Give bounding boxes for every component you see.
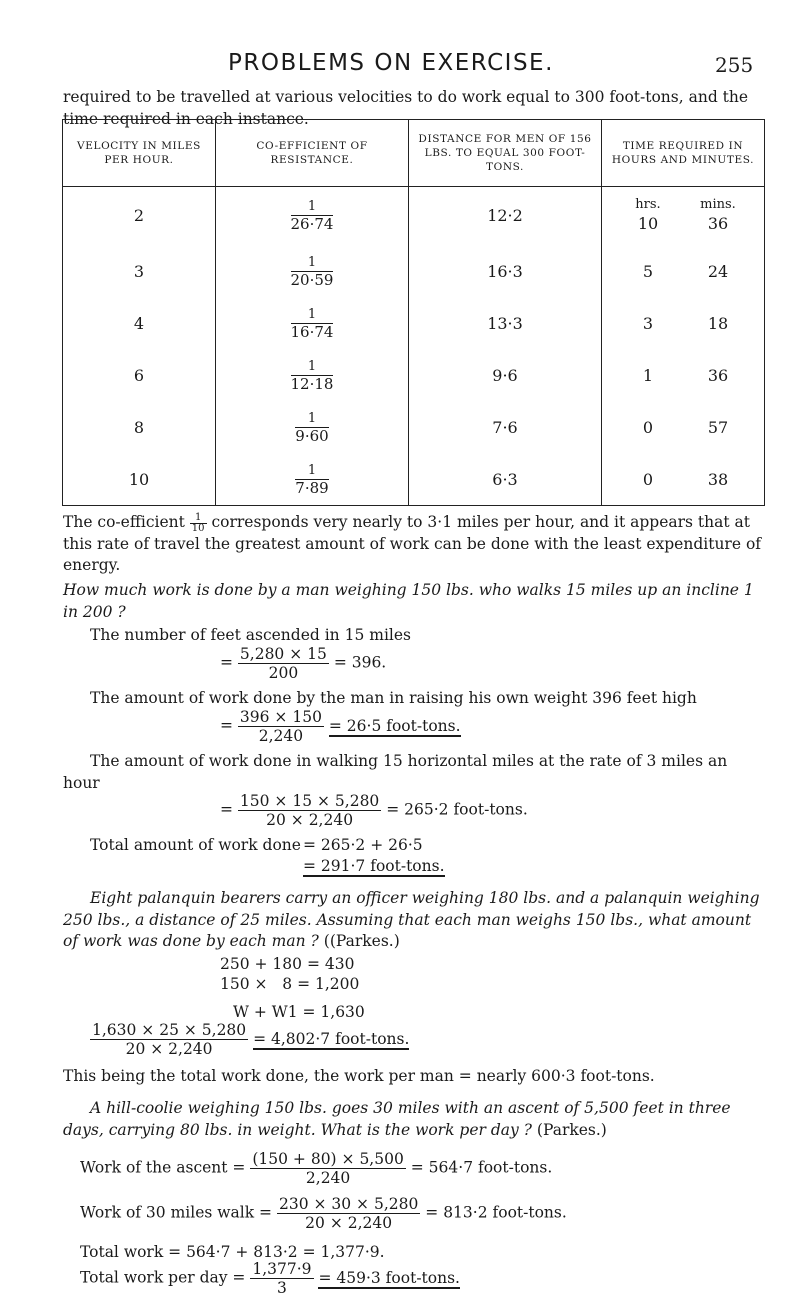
- table-row: [63, 245, 765, 297]
- question-2: Eight palanquin bearers carry an officer weighing 180 lbs. and a palanquin weighing 250 lbs., a distance of 25 miles. Assuming that each man weighs 150 lbs., what amount of work was done by each man ? ((Parkes.): [63, 889, 760, 950]
- running-title: PROBLEMS ON EXERCISE.: [228, 50, 554, 76]
- q1-line1: The number of feet ascended in 15 miles: [90, 626, 411, 644]
- coefficient-cell: $\frac{1}{20\cdot 59}$: [216, 245, 409, 297]
- time-cell: 0 57: [602, 401, 765, 453]
- question-1: How much work is done by a man weighing 150 lbs. who walks 15 miles up an incline 1 in 200 ?: [63, 581, 754, 621]
- velocity-cell: 6: [63, 349, 216, 401]
- coefficient-cell: $\frac{1}{12\cdot 18}$: [216, 349, 409, 401]
- velocity-table: [62, 119, 765, 506]
- time-cell: 1 36: [602, 349, 765, 401]
- distance-cell: 16·3: [409, 245, 602, 297]
- velocity-cell: 4: [63, 297, 216, 349]
- q1-total-result: = 291·7 foot-tons.: [303, 857, 445, 875]
- header-distance: DISTANCE FOR MEN OF 156 LBS. TO EQUAL 300 FOOT-TONS.: [409, 120, 602, 187]
- q2-eq3: W + W1 = 1,630: [233, 1003, 365, 1021]
- q1-line3: The amount of work done in walking 15 horizontal miles at the rate of 3 miles an hour: [63, 752, 728, 792]
- coefficient-cell: $\frac{1}{9\cdot 60}$: [216, 401, 409, 453]
- distance-cell: 12·2: [409, 187, 602, 246]
- time-cell: 5 24: [602, 245, 765, 297]
- distance-cell: 6·3: [409, 453, 602, 506]
- q3-walk: Work of 30 miles walk = $\frac{230 \times 30 \times 5,280}{20 \times 2,240}$ = 813·2 foot-tons.: [80, 1195, 567, 1232]
- velocity-cell: 3: [63, 245, 216, 297]
- time-cell: 3 18: [602, 297, 765, 349]
- distance-cell: 7·6: [409, 401, 602, 453]
- header-time: TIME REQUIRED IN HOURS AND MINUTES.: [602, 120, 765, 187]
- velocity-cell: 2: [63, 187, 216, 246]
- distance-cell: 13·3: [409, 297, 602, 349]
- intro-text: required to be travelled at various velocities to do work equal to 300 foot-tons, and the time required in each instance.: [63, 88, 749, 128]
- coefficient-cell: $\frac{1}{7\cdot 89}$: [216, 453, 409, 506]
- page-number: 255: [715, 53, 754, 77]
- q3-total: Total work = 564·7 + 813·2 = 1,377·9.: [80, 1243, 385, 1261]
- q2-calc: $\frac{1,630 \times 25 \times 5,280}{20 \times 2,240}$ = 4,802·7 foot-tons.: [92, 1021, 410, 1058]
- q3-ascent: Work of the ascent = $\frac{(150 + 80) \times 5,500}{2,240}$ = 564·7 foot-tons.: [80, 1150, 553, 1187]
- header-coefficient: CO-EFFICIENT OF RESISTANCE.: [216, 120, 409, 187]
- q1-line2: The amount of work done by the man in raising his own weight 396 feet high: [90, 689, 697, 707]
- table-row: [63, 187, 765, 246]
- fraction-one-tenth: $\frac{1}{10}$: [191, 511, 205, 534]
- q1-calc2: = $\frac{396 \times 150}{2,240}$ = 26·5 foot-tons.: [220, 708, 461, 745]
- velocity-cell: 10: [63, 453, 216, 506]
- velocity-cell: 8: [63, 401, 216, 453]
- distance-cell: 9·6: [409, 349, 602, 401]
- table-row: [63, 349, 765, 401]
- header-velocity: VELOCITY IN MILES PER HOUR.: [63, 120, 216, 187]
- question-3: A hill-coolie weighing 150 lbs. goes 30 miles with an ascent of 5,500 feet in three days, carrying 80 lbs. in weight. What is the work per day ? (Parkes.): [63, 1099, 731, 1139]
- q2-eq1: 250 + 180 = 430: [220, 955, 355, 973]
- q1-total-label: Total amount of work done: [90, 836, 301, 854]
- page-header: [0, 50, 800, 86]
- time-cell: 0 38: [602, 453, 765, 506]
- q1-calc3: = $\frac{150 \times 15 \times 5,280}{20 \times 2,240}$ = 265·2 foot-tons.: [220, 792, 528, 829]
- paragraph-coefficient: The co-efficient $\frac{1}{10}$ corresponds very nearly to 3·1 miles per hour, and it appears that at this rate of travel the greatest amount of work can be done with the least expenditure of energy.: [63, 511, 762, 574]
- q2-conclusion: This being the total work done, the work per man = nearly 600·3 foot-tons.: [63, 1067, 655, 1085]
- coefficient-cell: $\frac{1}{26\cdot 74}$: [216, 187, 409, 246]
- table-row: [63, 453, 765, 506]
- q3-per-day: Total work per day = $\frac{1,377\cdot 9}{3}$ = 459·3 foot-tons.: [80, 1260, 460, 1297]
- q1-calc1: = $\frac{5,280 \times 15}{200}$ = 396.: [220, 645, 387, 682]
- q2-eq2: 150 × 8 = 1,200: [220, 975, 360, 993]
- q1-total-expr: = 265·2 + 26·5: [303, 836, 423, 854]
- table-row: [63, 297, 765, 349]
- table-row: [63, 401, 765, 453]
- coefficient-cell: $\frac{1}{16\cdot 74}$: [216, 297, 409, 349]
- time-cell: hrs. 10 mins. 36: [602, 187, 765, 246]
